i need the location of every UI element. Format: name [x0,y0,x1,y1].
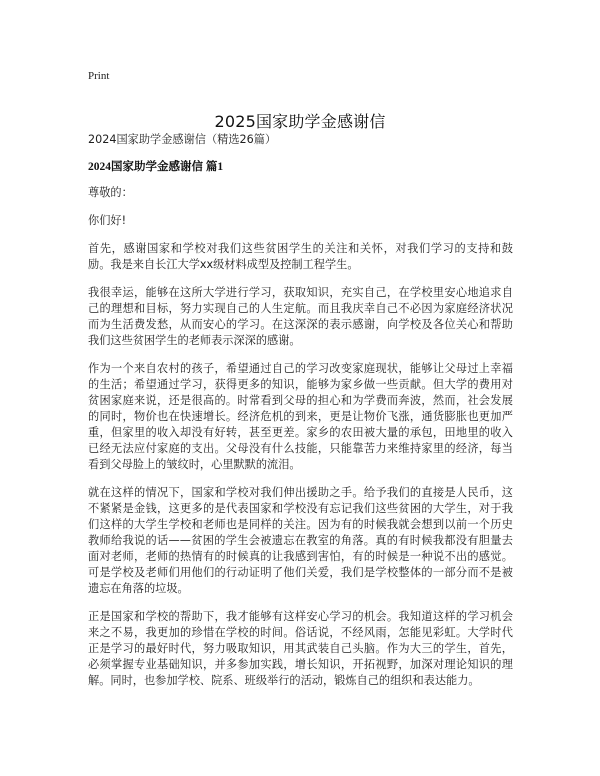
paragraph: 就在这样的情况下，国家和学校对我们伸出援助之手。给予我们的直接是人民币，这不紧紧是金钱，这更多的是代表国家和学校没有忘记我们这些贫困的大学生，对于我们这样的大学生学校和老师也是同样的关注。因为有的时候我就会想到以前一个历史教师给我说的话——贫困的学生会被遗忘在教室的角落。真的有时候我都没有胆量去面对老师，老师的热情有的时候真的让我感到害怕，有的时候是一种说不出的感觉。可是学校及老师们用他们的行动证明了他们关爱，我们是学校整体的一部分而不是被遗忘在角落的垃圾。 [88,486,513,595]
salutation: 尊敬的： [88,186,133,199]
greeting: 你们好! [88,214,127,227]
document-body [88,132,513,701]
page-title: 2025国家助学金感谢信 [214,111,386,131]
paragraph: 正是国家和学校的帮助下，我才能够有这样安心学习的机会。我知道这样的学习机会来之不易，我更加的珍惜在学校的时间。俗话说，不经风雨，怎能见彩虹。大学时代正是学习的最好时代，努力吸取知识，用其武装自己头脑。作为大三的学生，首先，必须掌握专业基础知识，并多参加实践，增长知识，开拓视野，加深对理论知识的理解。同时，也参加学校、院系、班级举行的活动，锻炼自己的组织和表达能力。 [88,610,513,687]
section-heading: 2024国家助学金感谢信 篇1 [88,161,224,173]
paragraph: 我很幸运，能够在这所大学进行学习，获取知识，充实自己，在学校里安心地追求自己的理想和目标，努力实现自己的人生定航。而且我庆幸自己不必因为家庭经济状况而为生活费发愁，从而安心的学习。在这深深的表示感谢，向学校及各位关心和帮助我们这些贫困学生的老师表示深深的感谢。 [88,286,513,347]
document-subtitle: 2024国家助学金感谢信（精选26篇） [88,133,277,146]
print-link[interactable]: Print [88,70,110,82]
paragraph: 作为一个来自农村的孩子，希望通过自己的学习改变家庭现状，能够让父母过上幸福的生活；希望通过学习，获得更多的知识，能够为家乡做一些贡献。但大学的费用对贫困家庭来说，还是很高的。时常看到父母的担心和为学费而奔波，然而，社会发展的同时，物价也在快速增长。经济危机的到来，更是让物价飞涨，通货膨胀也更加严重，但家里的收入却没有好转，甚至更差。家乡的农田被大量的承包，田地里的收入已经无法应付家庭的支出。父母没有什么技能，只能靠苦力来维持家里的经济，每当看到父母脸上的皱纹时，心里默默的流泪。 [88,362,513,471]
paragraph: 首先，感谢国家和学校对我们这些贫困学生的关注和关怀，对我们学习的支持和鼓励。我是来自长江大学xx级材料成型及控制工程学生。 [88,242,513,271]
